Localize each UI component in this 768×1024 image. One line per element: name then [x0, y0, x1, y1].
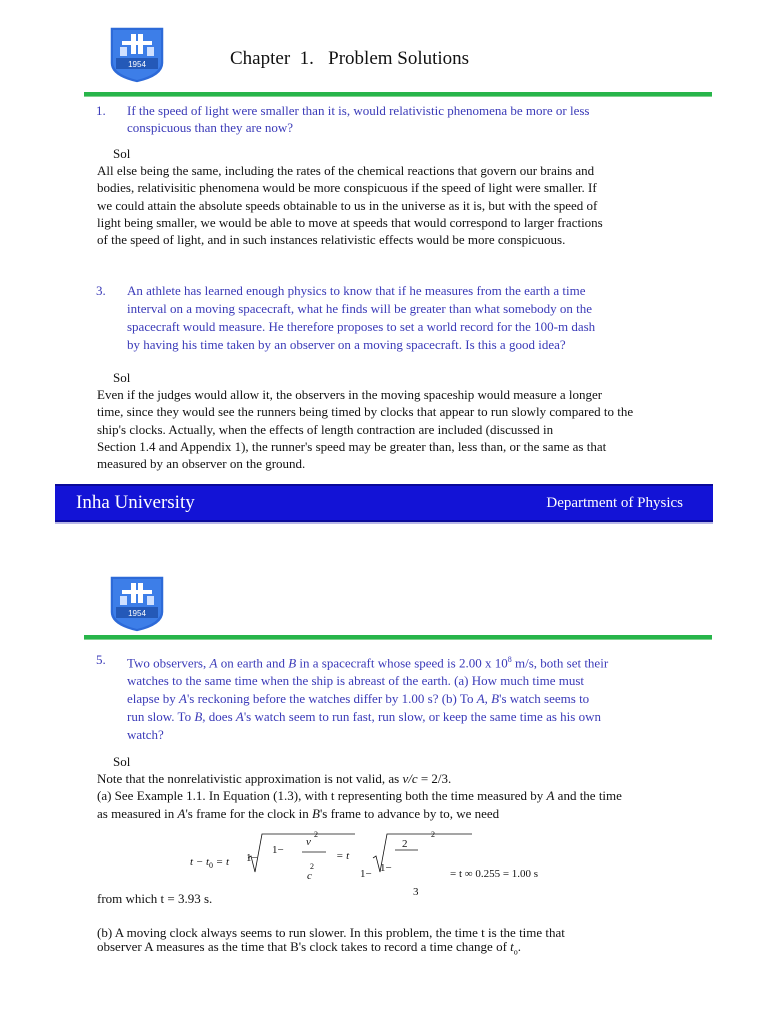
answer-line: (b) A moving clock always seems to run slower. In this problem, the time t is the time that: [97, 925, 565, 940]
text-fragment: m/s, both set their: [511, 655, 609, 671]
text-fragment: Note that the nonrelativistic approximation is not valid, as: [97, 771, 403, 786]
answer-line: measured by an observer on the ground.: [97, 456, 306, 472]
university-name: Inha University: [76, 492, 195, 513]
question-3: [96, 282, 668, 354]
svg-text:1954: 1954: [128, 60, 146, 69]
text-fragment: on earth and: [217, 655, 289, 671]
divider-top: [84, 92, 712, 97]
answer-line: of the speed of light, and in such instances relativistic effects would be more conspicuous.: [97, 232, 566, 248]
text-fragment: Two observers,: [127, 655, 210, 671]
var-a: A: [235, 709, 244, 725]
answer-line: Section 1.4 and Appendix 1), the runner's speed may be greater than, less than, or the same as that: [97, 438, 607, 454]
eq-text: = t: [213, 856, 230, 868]
question-5: [96, 651, 676, 741]
text-fragment: in a spacecraft whose speed is 2.00 x 10: [296, 655, 508, 671]
question-line: [127, 651, 608, 672]
question-number: 3.: [96, 283, 106, 298]
eq-left: [190, 856, 229, 870]
subscript: o: [513, 947, 518, 957]
var-b: B: [194, 709, 203, 725]
shield-logo-icon: [108, 25, 166, 85]
question-line: spacecraft would measure. He therefore proposes to set a world record for the 100-m dash: [127, 319, 596, 334]
question-number: 1.: [96, 103, 106, 118]
answer-1: [97, 162, 697, 248]
var-b: B: [491, 691, 500, 707]
var-a: A: [476, 691, 485, 707]
answer-line: [97, 787, 697, 804]
text-fragment: 's frame for the clock in: [185, 805, 312, 821]
var-a: A: [209, 655, 218, 671]
question-line: An athlete has learned enough physics to know that if he measures from the earth a time: [127, 283, 586, 298]
question-1: [96, 102, 656, 138]
var-v-over-c: v/c: [402, 771, 418, 786]
text-fragment: (a) See Example 1.1. In Equation (1.3), with t representing both the time measured by: [97, 788, 547, 804]
divider-bottom: [84, 635, 712, 640]
shield-logo-icon: [108, 574, 166, 634]
eq-one-a: 1−: [246, 852, 258, 864]
text-fragment: 's watch seem to run fast, run slow, or keep the same time as his own: [243, 709, 601, 725]
eq-frac-den: 3: [413, 886, 419, 898]
eq-one-b: 1−: [272, 844, 284, 856]
page-title: Chapter 1. Problem Solutions: [230, 48, 470, 69]
eq-exp-bottom: 2: [310, 862, 314, 871]
answer-5: [97, 770, 697, 822]
var-a: A: [178, 691, 187, 707]
text-fragment: 's watch seems to: [499, 691, 590, 707]
question-line: interval on a moving spacecraft, what he finds will be greater than what somebody on the: [127, 301, 592, 316]
eq-exp-top: 2: [314, 830, 318, 839]
eq-c: c: [307, 870, 312, 882]
eq-one-c: 1−: [360, 868, 372, 880]
text-fragment: = 2/3.: [417, 771, 452, 786]
var-a: A: [177, 805, 186, 821]
answer-line: [97, 770, 697, 787]
department-name: Department of Physics: [546, 495, 683, 511]
question-line: watches to the same time when the ship is abreast of the earth. (a) How much time must: [127, 673, 585, 689]
answer-line: [97, 940, 697, 960]
eq-text: t − t: [190, 856, 210, 868]
question-line: conspicuous than they are now?: [127, 120, 294, 135]
question-line: If the speed of light were smaller than it is, would relativistic phenomena be more or less: [127, 103, 590, 118]
eq-frac-num: 2: [402, 838, 408, 850]
question-text: [127, 282, 595, 354]
text-fragment: 's frame to advance by to, we need: [319, 805, 500, 821]
answer-line: light being smaller, we would be able to move at speeds that would correspond to larger fractions: [97, 214, 603, 230]
answer-line: we could attain the absolute speeds obtainable to us in the universe as it is, but with the speed of: [97, 197, 598, 213]
text-fragment: .: [517, 939, 522, 954]
text-fragment: run slow. To: [127, 709, 195, 725]
answer-line: Even if the judges would allow it, the observers in the moving spaceship would measure a longer: [97, 387, 603, 402]
text-fragment: and the time: [554, 788, 622, 804]
text-fragment: ,: [484, 691, 492, 707]
answer-line: bodies, relativisitic phenomena would be more conspicuous if the speed of light were smaller. If: [97, 180, 597, 196]
var-b: B: [311, 805, 320, 821]
answer-3: [97, 386, 707, 472]
answer-line: [97, 805, 697, 822]
university-logo-top: [108, 25, 166, 85]
answer-line: time, since they would see the runners being timed by clocks that appear to run slowly compared to the: [97, 404, 634, 420]
sol-label-1: Sol: [113, 146, 131, 161]
exponent: 8: [507, 655, 512, 664]
answer-line: All else being the same, including the rates of the chemical reactions that govern our brains and: [97, 163, 595, 178]
text-fragment: elapse by: [127, 691, 179, 707]
eq-subscript: 0: [209, 861, 214, 871]
question-line: by having his time taken by an observer on a moving spacecraft. Is this a good idea?: [127, 337, 566, 352]
eq-one-d: 1−: [380, 862, 392, 874]
svg-text:1954: 1954: [128, 609, 146, 618]
question-text: [127, 651, 608, 744]
text-fragment: observer A measures as the time that B's clock takes to record a time change of: [97, 939, 511, 954]
eq-frac-exp: 2: [431, 830, 435, 839]
eq-result: = t ∞ 0.255 = 1.00 s: [450, 868, 539, 880]
question-number: 5.: [96, 652, 106, 667]
footer-banner: [55, 484, 713, 522]
university-logo-bottom: [108, 574, 166, 634]
question-line: watch?: [127, 727, 164, 743]
var-t: t: [510, 939, 514, 954]
question-line: [127, 690, 608, 708]
text-fragment: as measured in: [97, 805, 178, 821]
question-line: [127, 708, 608, 726]
answer-5-result: from which t = 3.93 s.: [97, 891, 213, 906]
text-fragment: 's reckoning before the watches differ by 1.00 s? (b) To: [186, 691, 477, 707]
text-fragment: , does: [202, 709, 236, 725]
sol-label-5: Sol: [113, 754, 131, 769]
var-b: B: [288, 655, 297, 671]
sol-label-3: Sol: [113, 370, 131, 385]
equation-block: [190, 826, 590, 926]
answer-5b: [97, 926, 697, 960]
eq-v: v: [306, 836, 311, 848]
var-a: A: [546, 788, 555, 804]
answer-line: ship's clocks. Actually, when the effects of length contraction are included (discussed in: [97, 421, 554, 437]
question-text: [127, 102, 589, 136]
eq-equals-t: = t: [336, 850, 350, 862]
